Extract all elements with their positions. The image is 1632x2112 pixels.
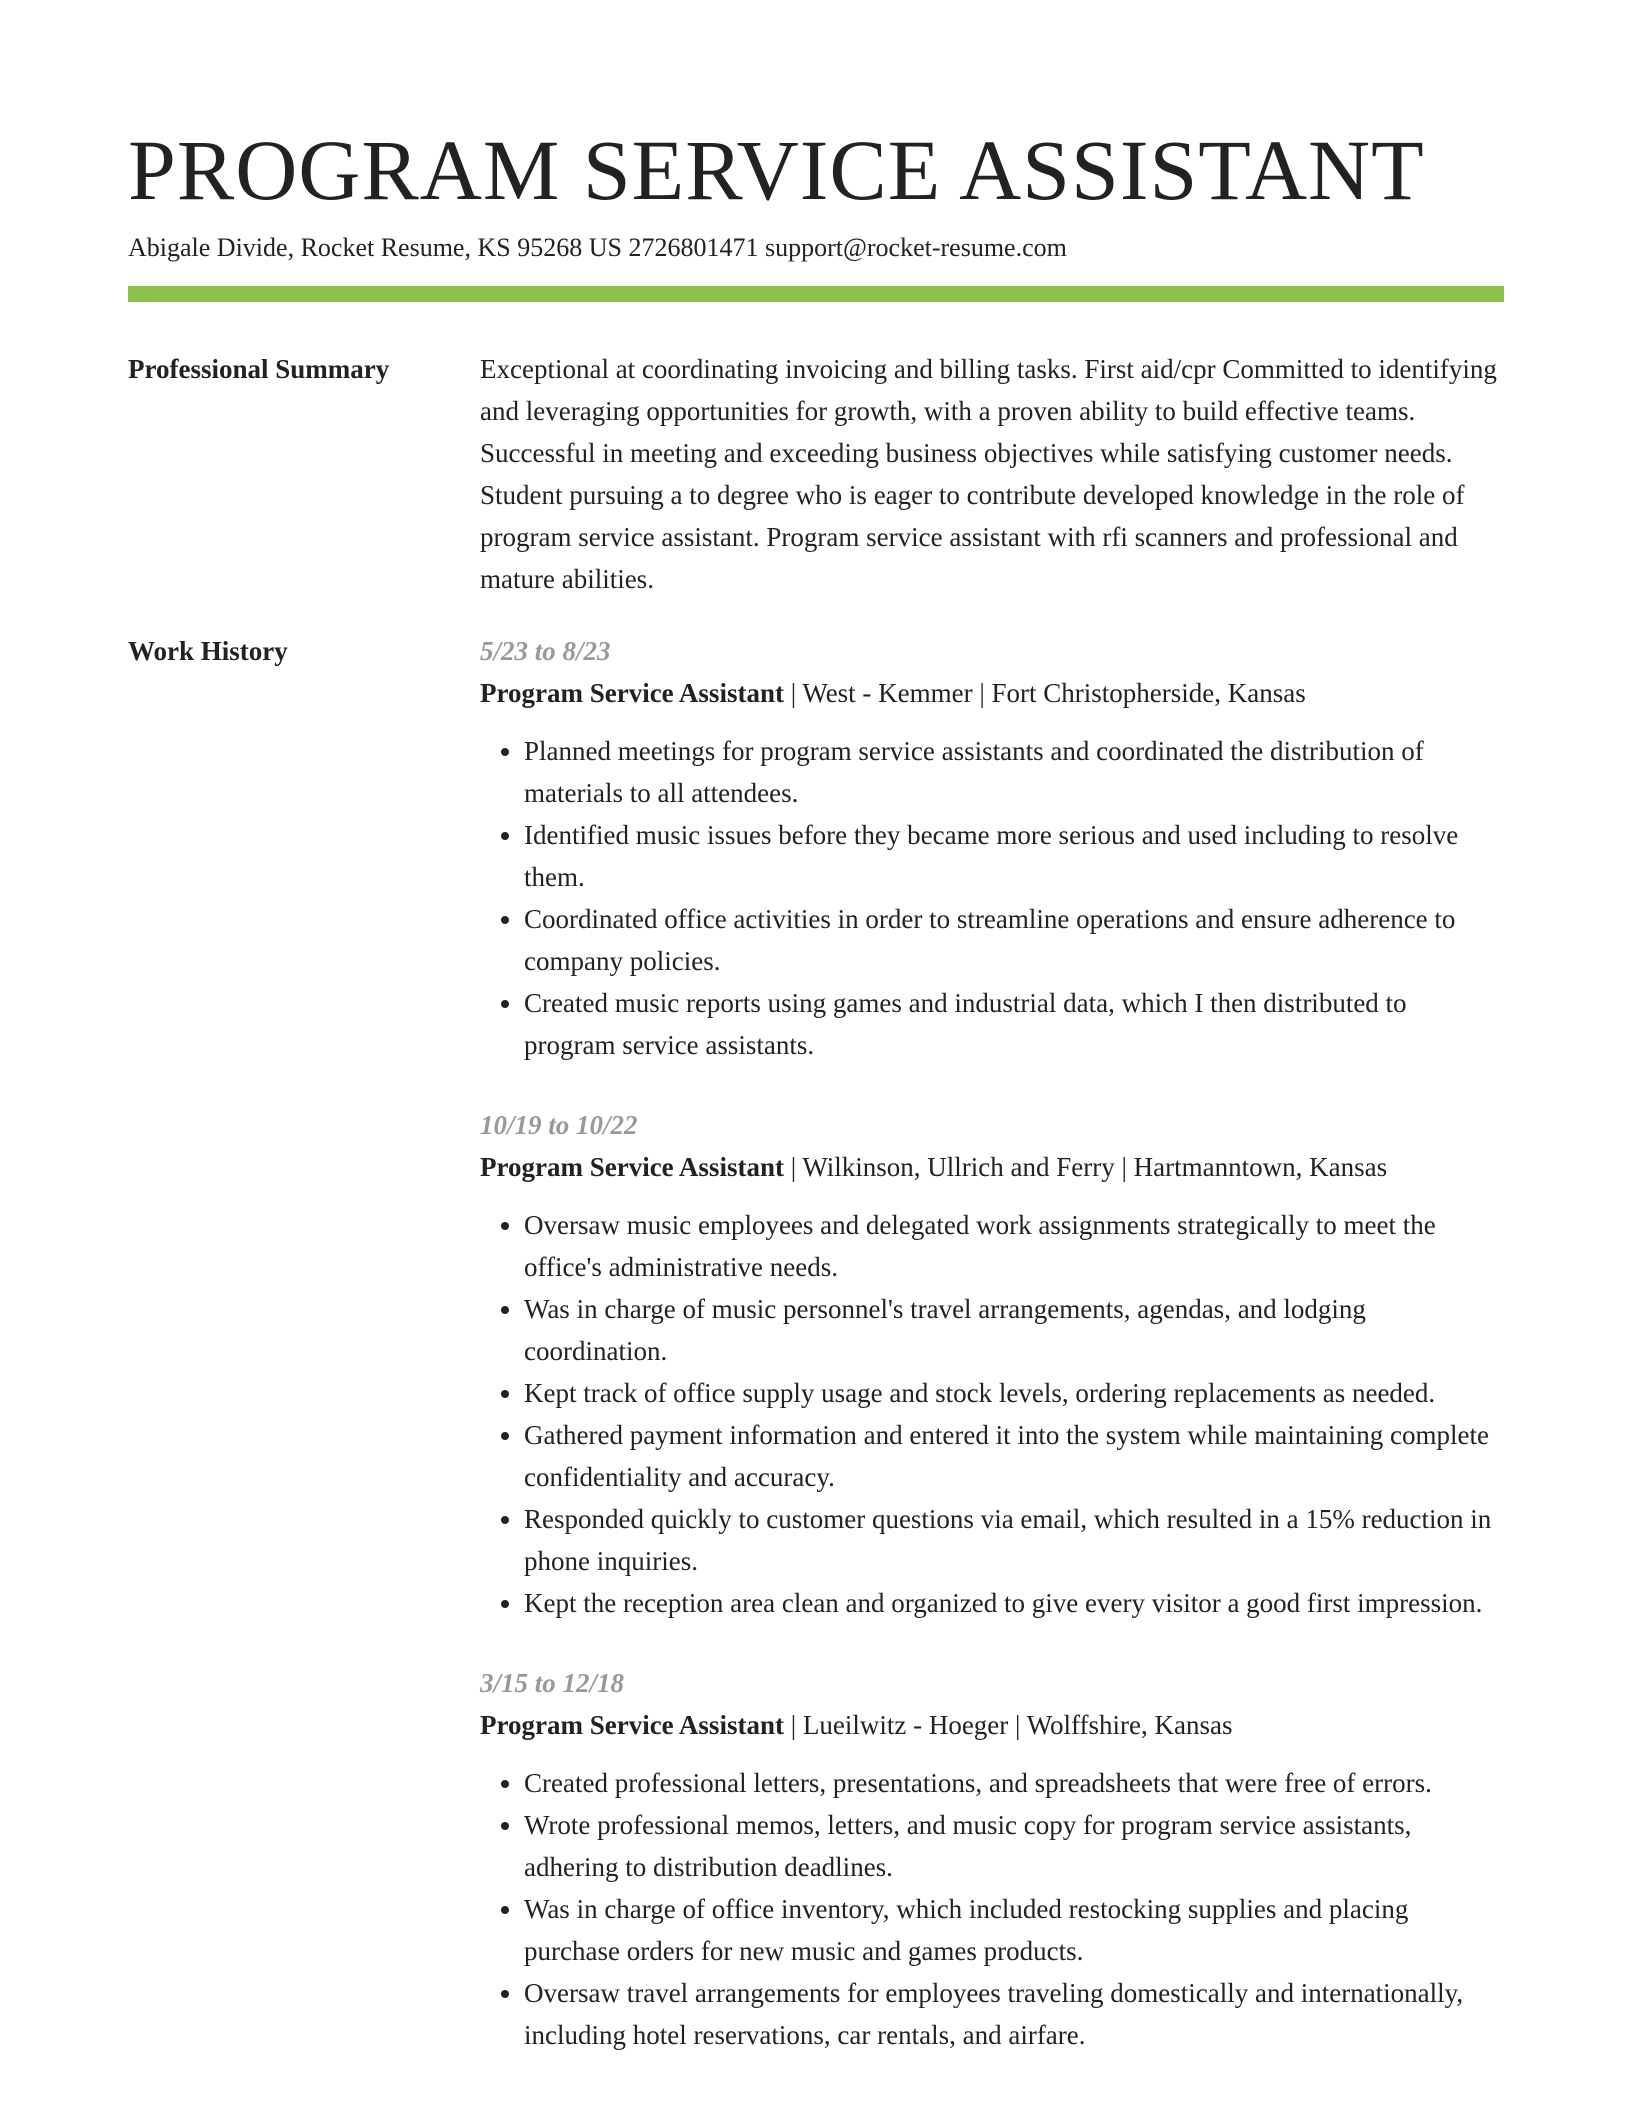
job-bullet: • Oversaw travel arrangements for employees traveling domestically and internationally, including hotel reservations, car rentals, and airfare.: [524, 1972, 1504, 2056]
job-details: | West - Kemmer | Fort Christopherside, Kansas: [783, 678, 1306, 708]
job-bullets: [480, 730, 1504, 1066]
job-bullet: • Kept track of office supply usage and stock levels, ordering replacements as needed.: [524, 1372, 1504, 1414]
job-bullet: • Was in charge of office inventory, which included restocking supplies and placing purchase orders for new music and games products.: [524, 1888, 1504, 1972]
job-dates: 10/19 to 10/22: [480, 1110, 638, 1140]
job-heading: [480, 1146, 1504, 1188]
job-bullet: • Oversaw music employees and delegated work assignments strategically to meet the office's administrative needs.: [524, 1204, 1504, 1288]
job-title: Program Service Assistant: [480, 1152, 784, 1182]
job-dates: 5/23 to 8/23: [480, 636, 611, 666]
job-heading: [480, 672, 1504, 714]
resume-page: [128, 120, 1504, 2056]
work-history-section: [128, 630, 1504, 2056]
contact-line: Abigale Divide, Rocket Resume, KS 95268 US 2726801471 support@rocket-resume.com: [128, 233, 1067, 262]
job-bullet: • Created music reports using games and industrial data, which I then distributed to program service assistants.: [524, 982, 1504, 1066]
job-bullets: [480, 1762, 1504, 2056]
job-details: | Wilkinson, Ullrich and Ferry | Hartmanntown, Kansas: [783, 1152, 1388, 1182]
job-heading: [480, 1704, 1504, 1746]
job-title: Program Service Assistant: [480, 1710, 784, 1740]
section-label-work-history: Work History: [128, 636, 288, 666]
job-bullet: • Planned meetings for program service assistants and coordinated the distribution of materials to all attendees.: [524, 730, 1504, 814]
job-title: Program Service Assistant: [480, 678, 784, 708]
summary-section: [128, 348, 1504, 600]
job-entry: [480, 1104, 1504, 1624]
job-bullet: • Responded quickly to customer questions via email, which resulted in a 15% reduction in phone inquiries.: [524, 1498, 1504, 1582]
resume-title: PROGRAM SERVICE ASSISTANT: [128, 122, 1425, 218]
section-label-summary: Professional Summary: [128, 354, 390, 384]
job-bullet: • Wrote professional memos, letters, and music copy for program service assistants, adhering to distribution deadlines.: [524, 1804, 1504, 1888]
job-entry: [480, 630, 1504, 1066]
job-bullet: • Created professional letters, presentations, and spreadsheets that were free of errors.: [524, 1762, 1504, 1804]
job-bullet: • Gathered payment information and entered it into the system while maintaining complete confidentiality and accuracy.: [524, 1414, 1504, 1498]
job-bullet: • Was in charge of music personnel's travel arrangements, agendas, and lodging coordination.: [524, 1288, 1504, 1372]
accent-divider: [128, 286, 1504, 302]
summary-text: Exceptional at coordinating invoicing and billing tasks. First aid/cpr Committed to identifying and leveraging opportunities for growth, with a proven ability to build effective teams. Successful in meeting and exceeding business objectives while satisfying customer needs. Student pursuing a to degree who is eager to contribute developed knowledge in the role of program service assistant. Program service assistant with rfi scanners and professional and mature abilities.: [480, 354, 1497, 594]
job-details: | Lueilwitz - Hoeger | Wolffshire, Kansas: [783, 1710, 1233, 1740]
job-bullet: • Kept the reception area clean and organized to give every visitor a good first impression.: [524, 1582, 1504, 1624]
job-bullet: • Identified music issues before they became more serious and used including to resolve them.: [524, 814, 1504, 898]
job-bullets: [480, 1204, 1504, 1624]
job-bullet: • Coordinated office activities in order to streamline operations and ensure adherence to company policies.: [524, 898, 1504, 982]
job-entry: [480, 1662, 1504, 2056]
job-dates: 3/15 to 12/18: [480, 1668, 625, 1698]
work-history-list: [480, 630, 1504, 2056]
